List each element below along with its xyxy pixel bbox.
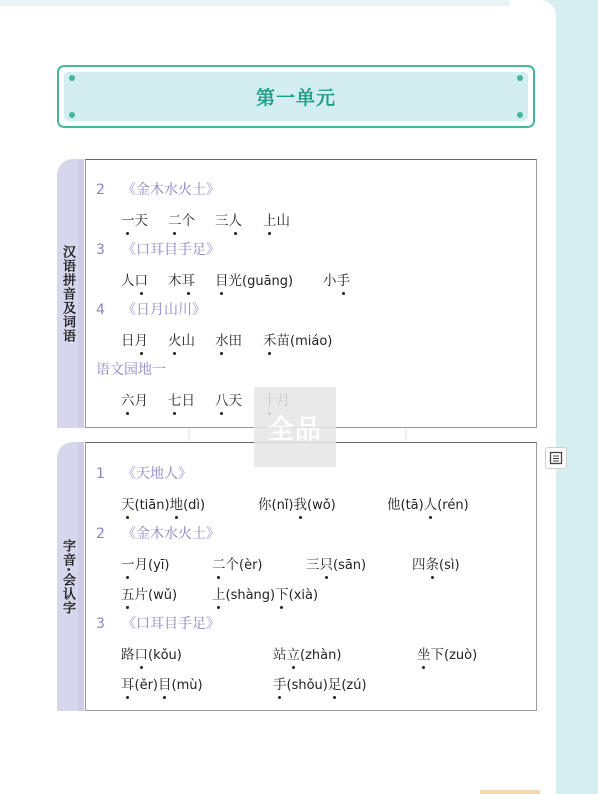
- top-strip: [0, 0, 510, 6]
- word-char: 耳: [121, 673, 135, 693]
- pinyin: (ěr): [134, 678, 158, 693]
- word-char: 个: [225, 557, 239, 573]
- word-char: 目: [215, 269, 229, 289]
- word-char: 人: [229, 209, 243, 229]
- lesson-heading: [96, 463, 192, 483]
- word-char: 水: [215, 329, 229, 349]
- word-item: [215, 329, 242, 349]
- word-char: 一: [121, 209, 135, 229]
- word-item: [212, 553, 263, 573]
- word-item: [212, 583, 318, 603]
- word-char: 下: [275, 583, 289, 603]
- pinyin: (kǒu): [148, 648, 182, 663]
- word-item: [168, 329, 195, 349]
- word-item: [121, 389, 148, 409]
- pinyin: (xià): [288, 588, 319, 603]
- word-char: 足: [328, 673, 342, 693]
- word-item: [121, 673, 203, 693]
- word-char: 二: [168, 209, 182, 229]
- word-item: [168, 269, 195, 289]
- word-item: [121, 269, 148, 289]
- word-item: [323, 269, 350, 289]
- word-item: [121, 493, 205, 513]
- word-char: 一: [121, 553, 135, 573]
- pinyin: (zú): [341, 678, 367, 693]
- pinyin: (shǒu): [286, 678, 328, 693]
- word-char: 手: [337, 269, 351, 289]
- tab-stripe: [78, 159, 84, 428]
- word-item: [121, 643, 182, 663]
- word-item: [168, 209, 195, 229]
- word-item: [258, 493, 336, 513]
- word-char: 禾: [263, 329, 277, 349]
- pinyin: (zuò): [444, 648, 478, 663]
- lesson-heading: [96, 359, 166, 379]
- word-item: [263, 209, 290, 229]
- pinyin: (wǒ): [307, 498, 336, 513]
- word-char: 天: [228, 393, 242, 409]
- word-char: 天: [134, 213, 148, 229]
- word-char: 苗: [276, 333, 290, 349]
- word-item: [215, 389, 242, 409]
- word-char: 立: [287, 643, 301, 663]
- word-char: 二: [212, 553, 226, 573]
- word-char: 条: [426, 553, 440, 573]
- pinyin: (sān): [333, 558, 367, 573]
- pinyin: (rén): [437, 498, 469, 513]
- word-char: 坐: [417, 643, 431, 663]
- unit-header: [57, 65, 535, 128]
- word-item: [263, 329, 332, 349]
- tab-stripe: [78, 442, 84, 711]
- word-char: 七: [168, 389, 182, 409]
- word-char: 火: [168, 329, 182, 349]
- word-item: [417, 643, 477, 663]
- word-char: 目: [158, 673, 172, 693]
- section-label: 汉语拼音及词语: [60, 244, 75, 343]
- word-item: [273, 643, 341, 663]
- pinyin: (guāng): [242, 274, 294, 289]
- word-char: 下: [430, 647, 444, 663]
- word-char: 路: [121, 647, 135, 663]
- word-char: 手: [273, 673, 287, 693]
- lesson-heading: [96, 239, 220, 259]
- word-char: 光: [228, 273, 242, 289]
- lesson-heading: [96, 613, 220, 633]
- word-char: 片: [134, 587, 148, 603]
- word-char: 只: [320, 553, 334, 573]
- lesson-number: 2: [96, 182, 105, 198]
- word-char: 月: [135, 329, 149, 349]
- lesson-title: 《天地人》: [122, 466, 192, 482]
- pinyin: (nǐ): [271, 498, 294, 513]
- pinyin: (sì): [439, 558, 460, 573]
- word-item: [121, 329, 148, 349]
- word-char: 口: [135, 269, 149, 289]
- word-char: 四: [412, 557, 426, 573]
- word-char: 木: [168, 273, 182, 289]
- pinyin: (dì): [183, 498, 206, 513]
- word-char: 我: [294, 493, 308, 513]
- lesson-number: 3: [96, 242, 105, 258]
- word-char: 日: [121, 333, 135, 349]
- lesson-heading: [96, 299, 206, 319]
- word-char: 天: [121, 493, 135, 513]
- word-char: 三: [306, 557, 320, 573]
- section-label: 字音·会认字: [60, 538, 75, 615]
- pinyin: (zhàn): [300, 648, 342, 663]
- pinyin: (miáo): [290, 334, 333, 349]
- word-item: [121, 583, 177, 603]
- word-char: 田: [228, 333, 242, 349]
- lesson-title: 《口耳目手足》: [122, 616, 220, 632]
- word-char: 个: [181, 213, 195, 229]
- section-tab: [57, 442, 78, 711]
- word-char: 月: [134, 557, 148, 573]
- word-char: 地: [170, 493, 184, 513]
- lesson-title: 《金木水火土》: [122, 182, 220, 198]
- word-item: [412, 553, 460, 573]
- word-item: [168, 389, 195, 409]
- lesson-number: 1: [96, 466, 105, 482]
- word-char: 上: [212, 583, 226, 603]
- word-char: 站: [273, 647, 287, 663]
- pinyin: (tiān): [134, 498, 170, 513]
- word-char: 口: [135, 643, 149, 663]
- lesson-number: 4: [96, 302, 105, 318]
- word-item: [306, 553, 366, 573]
- corner-accent: [480, 790, 540, 794]
- pinyin: (èr): [239, 558, 263, 573]
- lesson-title: 《金木水火土》: [122, 526, 220, 542]
- lesson-title: 《口耳目手足》: [122, 242, 220, 258]
- word-char: 月: [134, 393, 148, 409]
- word-char: 你: [258, 497, 272, 513]
- word-item: [387, 493, 469, 513]
- word-char: 日: [181, 393, 195, 409]
- pinyin: (wǔ): [148, 588, 178, 603]
- lesson-number: 3: [96, 616, 105, 632]
- word-char: 山: [181, 333, 195, 349]
- pinyin: (yī): [148, 558, 170, 573]
- word-char: 三: [215, 213, 229, 229]
- word-char: 他: [387, 497, 401, 513]
- word-item: [215, 269, 293, 289]
- word-char: 山: [276, 213, 290, 229]
- section-panel: [85, 442, 537, 711]
- lesson-heading: [96, 523, 220, 543]
- pinyin: (mù): [171, 678, 203, 693]
- word-char: 人: [121, 273, 135, 289]
- fullscreen-icon[interactable]: [545, 447, 567, 469]
- word-char: 上: [263, 209, 277, 229]
- lesson-number: 2: [96, 526, 105, 542]
- word-item: [121, 209, 148, 229]
- section-tab: [57, 159, 78, 428]
- lesson-title: 语文园地一: [96, 362, 166, 378]
- word-char: 人: [424, 493, 438, 513]
- pinyin: (shàng): [225, 588, 276, 603]
- pinyin: (tā): [400, 498, 424, 513]
- lesson-heading: [96, 179, 220, 199]
- word-item: [273, 673, 367, 693]
- word-char: 八: [215, 389, 229, 409]
- word-item: [121, 553, 169, 573]
- lesson-title: 《日月山川》: [122, 302, 206, 318]
- watermark-logo: 全品: [254, 387, 336, 467]
- word-char: 六: [121, 389, 135, 409]
- word-char: 五: [121, 583, 135, 603]
- word-item: [215, 209, 242, 229]
- word-char: 小: [323, 273, 337, 289]
- unit-title: 第一单元: [255, 87, 336, 109]
- word-char: 耳: [182, 269, 196, 289]
